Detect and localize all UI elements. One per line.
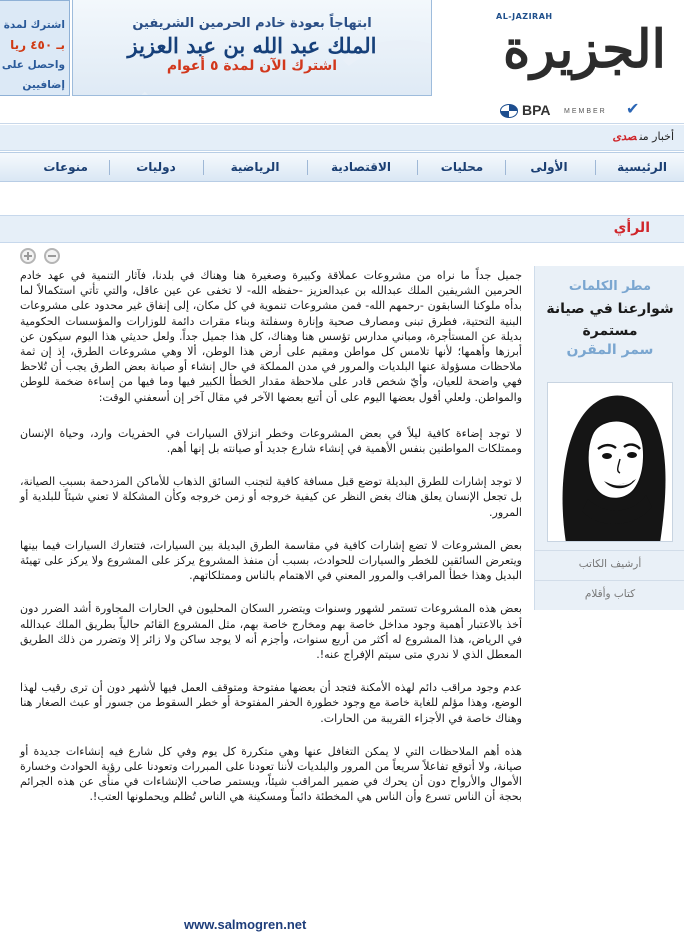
section-title[interactable]: الرأي bbox=[613, 220, 650, 236]
author-sidebar bbox=[534, 266, 684, 610]
banner-line-3: اشترك الآن لمدة ٥ أعوام bbox=[166, 58, 338, 74]
nav-separator bbox=[505, 160, 506, 175]
nav-separator bbox=[203, 160, 204, 175]
check-icon: ✔ bbox=[626, 99, 640, 118]
membership-strip bbox=[0, 98, 684, 124]
nav-item-misc[interactable]: منوعات bbox=[43, 160, 88, 174]
article-title-line-2: مستمرة bbox=[582, 323, 638, 339]
article-paragraph: لا توجد إضاءة كافية ليلاً في بعض المشروعات وخطر انزلاق السيارات في الحفريات وارد، وحياة الإنسان وممتلكات المواطنين بنفس الأهمية في إنشاء شارع جديد أو صيانته بل إنها أهم. bbox=[20, 426, 522, 456]
article-title bbox=[535, 298, 684, 342]
bpa-logo-icon bbox=[500, 104, 518, 118]
column-info bbox=[535, 266, 684, 358]
nav-item-first[interactable]: الأولى bbox=[530, 160, 568, 174]
news-from[interactable] bbox=[613, 130, 674, 143]
news-ticker-strip bbox=[0, 125, 684, 151]
zoom-out-icon[interactable] bbox=[44, 248, 60, 264]
news-source-brand[interactable]: صدى bbox=[612, 130, 637, 143]
ad-side-line-2: بـ ٤٥٠ ريا bbox=[10, 38, 65, 52]
nav-item-home[interactable]: الرئيسية bbox=[617, 160, 667, 174]
news-from-label: أخبار من bbox=[639, 130, 674, 143]
writers-link[interactable]: كتاب وأقلام bbox=[535, 580, 684, 606]
author-archive-link[interactable]: أرشيف الكاتب bbox=[535, 550, 684, 576]
article-paragraph: جميل جداً ما نراه من مشروعات عملاقة وكبيرة وصغيرة هنا وهناك في بلدنا، فآثار التنمية في عهد خادم الحرمين الشريفين الملك عبدالله بن عبدالعزيز -حفظه الله- لا تخفى عن عين عاقل، والتي تأتي استكمالاً لما بدأه ملوكنا السابقون -رحمهم الله- فمن مشروعات تنموية في كل مكان، إلى إنفاق غير محدود على مشروعات البنية التحتية، فطرق تبنى ومصارف صحية وإنارة وسفلتة وبناء مقرات دائمة للوزارات والمؤسسات الحكومية بديلة عن المستأجرة، ومباني مدارس تؤسس هنا وهناك، كل هذا جميل جداً. ولعل حديثي هذا اليوم سيكون عن أبرزها وأهمها؛ لأنها تلامس كل مواطن ومقيم على أرض هذا الوطن، ألا وهي مشروعات الطرق، إذ إن ثمة ملاحظات مسؤولة عنها البلديات والمرور في مدن المملكة في حال إنشاء أو صيانة بعض الطرق يجب أن تُلاحظ فهي واضحة للعيان، وأيّ شخص قادر على ملاحظة مقدار الخطأ الكبير فيها وما فيها من إساءة ضخمة للوطن والمواطن. ولعلي أقول بعضها اليوم على أن أتبع بعضها الآخر في مقال آخر إن أسعفني الوقت: bbox=[20, 269, 522, 404]
article-title-line-1: شوارعنا في صيانة bbox=[546, 301, 674, 317]
article-body bbox=[20, 268, 522, 823]
nav-item-sports[interactable]: الرياضية bbox=[230, 160, 280, 174]
nav-separator bbox=[109, 160, 110, 175]
author-name[interactable]: سمر المقرن bbox=[566, 342, 654, 358]
article-paragraph: بعض المشروعات لا تضع إشارات كافية في مقاسمة الطرق البديلة بين السيارات، فتتعارك السيارات فيما بينها ويتعرض السائقين للخطر والسيارات للحوادث، بسبب أن منفذ المشروع يركز على المشروع ولا يركز على تهيئة البديل وهذا خطأ المراقب والمرور المعني في الاهتمام بالناس وممتلكاتهم. bbox=[20, 538, 522, 583]
subscription-ad-side[interactable] bbox=[0, 0, 70, 96]
logo-latin: AL-JAZIRAH bbox=[496, 12, 553, 21]
banner-line-2: الملك عبد الله بن عبد العزيز bbox=[127, 33, 377, 58]
nav-item-local[interactable]: محليات bbox=[440, 160, 484, 174]
ad-side-line-1: اشترك لمدة bbox=[3, 19, 65, 31]
ad-side-line-3: واحصل على bbox=[1, 59, 65, 71]
al-jazirah-logo[interactable] bbox=[440, 6, 676, 96]
author-portrait bbox=[547, 382, 673, 542]
section-header bbox=[0, 215, 684, 243]
nav-separator bbox=[417, 160, 418, 175]
main-navigation bbox=[0, 152, 684, 182]
nav-separator bbox=[595, 160, 596, 175]
ad-side-line-4: إضافيين bbox=[22, 79, 65, 91]
nav-separator bbox=[307, 160, 308, 175]
article-paragraph: لا توجد إشارات للطرق البديلة توضع قبل مسافة كافية لتجنب السائق الذهاب للأماكن المزدحمة بسبب الصيانة، بل تجعل الإنسان يعلق هناك بغض النظر عن كيفية خروجه أو زمن خروجه وكأن المشكلة لا تعني شيئاً للبلدية أو المرور. bbox=[20, 475, 522, 519]
author-website-link[interactable]: www.salmogren.net bbox=[184, 917, 307, 932]
column-category[interactable]: مطر الكلمات bbox=[568, 279, 652, 294]
bpa-member-text: MEMBER bbox=[564, 108, 607, 115]
logo-arabic: الجزيرة bbox=[503, 19, 666, 80]
article-paragraph: هذه أهم الملاحظات التي لا يمكن التغافل عنها وهي متكررة كل يوم وفي كل شارع فيه إنشاءات جديدة أو صيانة، ولا أتوقع تفاعلاً سريعاً من المرور والبلديات لأننا تعودنا على المبررات وتعودنا على رؤية الحوادث وخسارة الأموال والأرواح دون أن يحرك في ضمير المراقب شيئاً، ويستمر صاحب الإنشاءات في منأى عن هذه الجرائم بحجة أن الناس تسرع وأن الناس هي المخطئة دائماً ومسكينة هي الناس تُظلم ويحملونها العتب!. bbox=[20, 744, 522, 804]
nav-item-economy[interactable]: الاقتصادية bbox=[330, 160, 392, 174]
nav-item-international[interactable]: دوليات bbox=[136, 160, 176, 174]
article-paragraph: عدم وجود مراقب دائم لهذه الأمكنة فتجد أن بعضها مفتوحة ومتوقف العمل فيها لأشهر دون أن ترى رقيب لهذا الوضع، وهذا مؤلم للغاية خاصة مع وجود خطورة الحفر المفتوحة أو خطر السقوط من جسور أو عبث الصغار هنا وهناك خاصة في الأجزاء القريبة من الحارات. bbox=[20, 681, 522, 725]
author-portrait-image bbox=[548, 383, 673, 542]
banner-line-1: ابتهاجاً بعودة خادم الحرمين الشريفين bbox=[132, 16, 372, 31]
zoom-in-icon[interactable] bbox=[20, 248, 36, 264]
subscription-banner-ad[interactable] bbox=[72, 0, 432, 96]
article-paragraph: بعض هذه المشروعات تستمر لشهور وسنوات ويتضرر السكان المحليون في الحارات المجاورة أشد الضرر دون أخذ بالاعتبار أهمية وجود مداخل خاصة بهم ومخارج خاصة بهم، مثل المشروع القائم حالياً بطريق الملك عبدالله في الرياض، هذا المشروع له أكثر من أربع سنوات، وأجزم أنه لا يوجد ساكن ولا زائر إلا وتضرر من ذلك الطريق المعطل الذي لا ندري متى سيتم الإفراج عنه!. bbox=[20, 602, 522, 662]
bpa-text: BPA bbox=[522, 102, 551, 118]
